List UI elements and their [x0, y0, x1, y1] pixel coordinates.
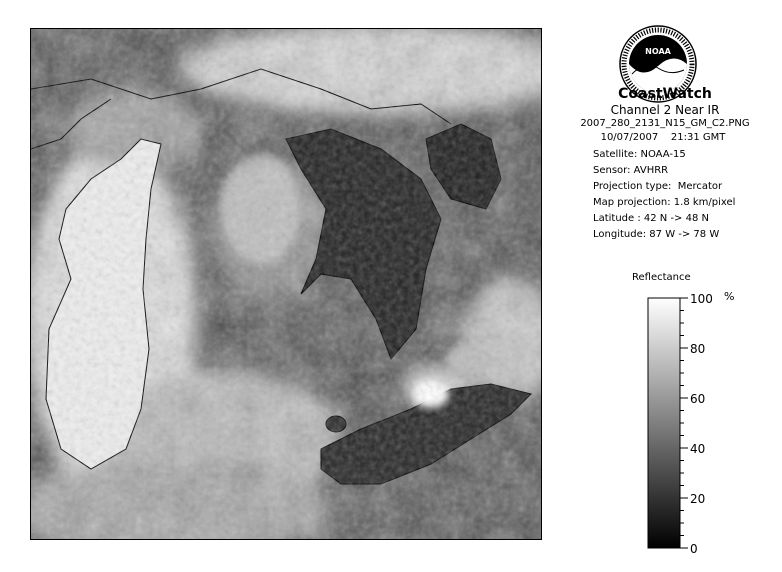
scale-ticks: [680, 298, 688, 548]
satellite-image-canvas: [31, 29, 542, 540]
channel-label: Channel 2 Near IR: [610, 103, 720, 117]
scale-unit: %: [724, 292, 735, 303]
satellite-label: Satellite: NOAA-15: [593, 149, 686, 160]
scale-gradient: [648, 298, 680, 548]
projection-type-label: Projection type: Mercator: [593, 181, 723, 192]
sensor-label: Sensor: AVHRR: [593, 165, 669, 176]
scale-tick-label: 20: [690, 492, 706, 506]
svg-text:NOAA: NOAA: [645, 47, 671, 56]
scale-tick-label: 80: [690, 342, 706, 356]
scale-bar: [600, 292, 740, 562]
satellite-image: [30, 28, 542, 540]
scale-tick-label: 100: [690, 292, 713, 306]
product-title: CoastWatch: [618, 86, 712, 102]
longitude-label: Longitude: 87 W -> 78 W: [593, 229, 720, 240]
file-name: 2007_280_2131_N15_GM_C2.PNG: [580, 118, 750, 129]
scale-title: Reflectance: [632, 272, 691, 283]
scale-tick-label: 60: [690, 392, 706, 406]
map-projection-label: Map projection: 1.8 km/pixel: [593, 197, 736, 208]
scale-tick-label: 0: [690, 542, 698, 556]
latitude-label: Latitude : 42 N -> 48 N: [593, 213, 709, 224]
date-time: 10/07/2007 21:31 GMT: [600, 132, 726, 143]
reflectance-scale: [600, 292, 740, 562]
scale-tick-label: 40: [690, 442, 706, 456]
